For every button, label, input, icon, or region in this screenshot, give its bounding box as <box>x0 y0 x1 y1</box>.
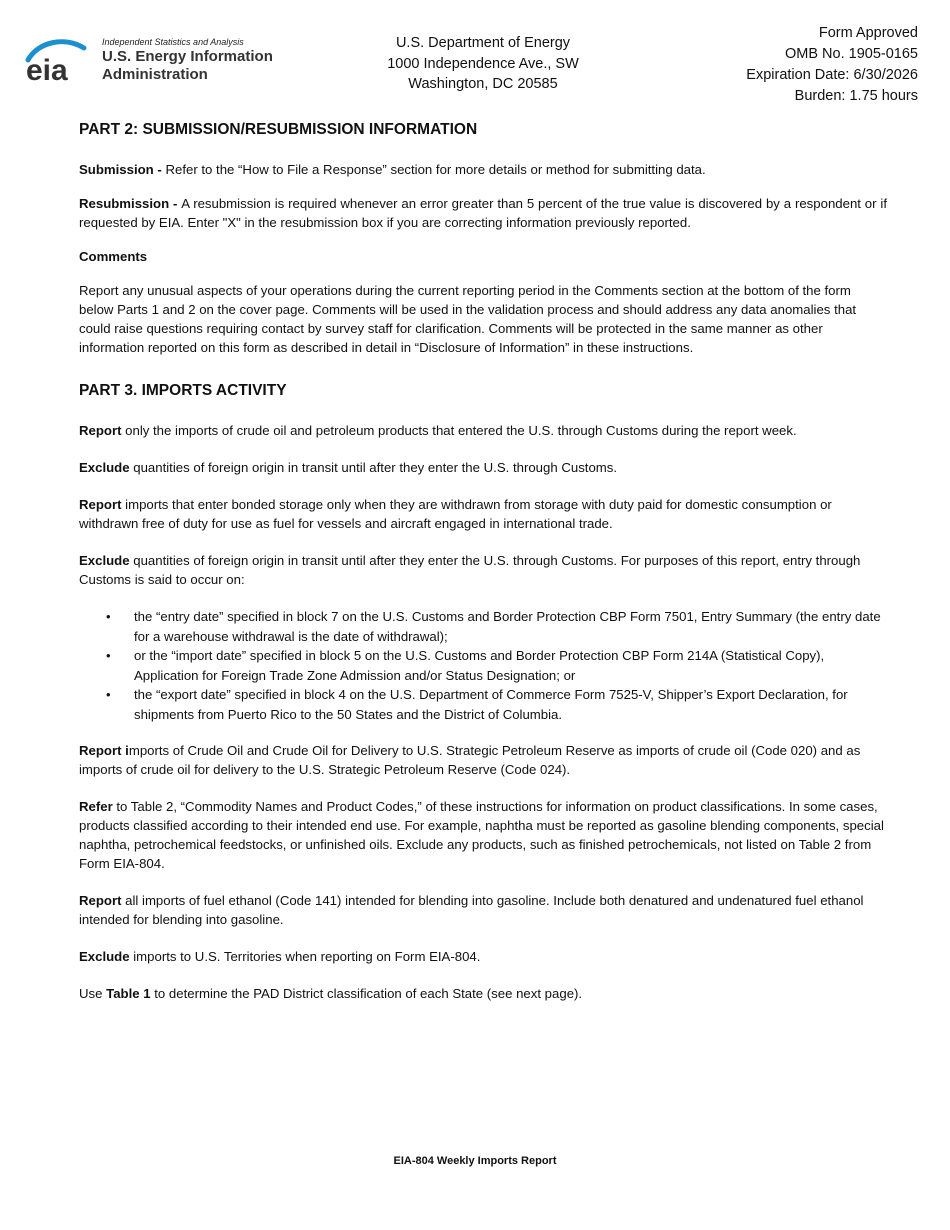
paragraph-label: Table 1 <box>106 986 151 1001</box>
part3-paragraph <box>79 984 887 1003</box>
document-body <box>79 120 887 1003</box>
paragraph-label: Refer <box>79 799 113 814</box>
bullet-icon: • <box>106 687 111 702</box>
paragraph-label: Report <box>79 893 122 908</box>
paragraph-text: to Table 2, “Commodity Names and Product Codes,” of these instructions for information on product classifications. In some cases, products classified according to their intended end use. For example, naphtha must be reported as gasoline blending components, special naphtha, petrochemical feedstocks, or unfinished oils. Exclude any products, such as finished petrochemicals, not listed on Table 2 from Form EIA-804. <box>79 799 884 871</box>
approval-line: Expiration Date: 6/30/2026 <box>746 67 918 83</box>
paragraph-text: only the imports of crude oil and petroleum products that entered the U.S. through Customs during the report week. <box>121 423 797 438</box>
resubmission-text: A resubmission is required whenever an error greater than 5 percent of the true value is discovered by a respondent or if requested by EIA. Enter "X" in the resubmission box if you are correcting information previously reported. <box>79 196 887 230</box>
bullet-icon: • <box>106 609 111 624</box>
list-item <box>106 685 887 724</box>
approval-line: Burden: 1.75 hours <box>794 88 918 104</box>
paragraph-text: all imports of fuel ethanol (Code 141) intended for blending into gasoline. Include both denatured and undenatured fuel ethanol intended for blending into gasoline. <box>79 893 864 927</box>
department-line: U.S. Department of Energy <box>395 35 571 51</box>
logo-name-line1: U.S. Energy Information <box>102 48 273 65</box>
submission-text: Refer to the “How to File a Response” section for more details or method for submitting data. <box>165 162 706 177</box>
part3-paragraph <box>79 797 887 873</box>
resubmission-paragraph <box>79 194 887 232</box>
form-approval-block <box>746 23 918 107</box>
comments-heading: Comments <box>79 249 148 264</box>
approval-line: Form Approved <box>818 25 918 41</box>
paragraph-label: Exclude <box>79 553 130 568</box>
part2-heading: PART 2: SUBMISSION/RESUBMISSION INFORMATION <box>79 121 478 138</box>
part3-paragraph <box>79 947 887 966</box>
approval-line: OMB No. 1905-0165 <box>785 46 918 62</box>
part3-heading: PART 3. IMPORTS ACTIVITY <box>79 382 287 399</box>
list-item <box>106 646 887 685</box>
part3-paragraph <box>79 495 887 533</box>
list-item-text: the “entry date” specified in block 7 on the U.S. Customs and Border Protection CBP Form 7501, Entry Summary (the entry date for a warehouse withdrawal is the date of withdrawal); <box>134 609 881 644</box>
paragraph-label: Report <box>79 497 122 512</box>
eia-logo <box>24 36 294 86</box>
paragraph-label: Exclude <box>79 460 130 475</box>
department-line: Washington, DC 20585 <box>408 76 558 92</box>
resubmission-label: Resubmission - <box>79 196 182 211</box>
part3-paragraph <box>79 458 887 477</box>
part3-paragraph <box>79 421 887 440</box>
list-item-text: or the “import date” specified in block 5 on the U.S. Customs and Border Protection CBP Form 214A (Statistical Copy), Application for Foreign Trade Zone Admission and/or Status Designation; or <box>134 648 825 683</box>
logo-name-line2: Administration <box>102 66 208 83</box>
entry-date-list <box>79 607 887 724</box>
list-item-text: the “export date” specified in block 4 on the U.S. Department of Commerce Form 7525-V, Shipper’s Export Declaration, for shipments from Puerto Rico to the 50 States and the District of Columbia. <box>134 687 848 722</box>
svg-text:eia: eia <box>26 54 68 86</box>
page-footer: EIA-804 Weekly Imports Report <box>393 1155 557 1167</box>
paragraph-text: to determine the PAD District classification of each State (see next page). <box>150 986 583 1001</box>
paragraph-label: Report i <box>79 743 129 758</box>
submission-label: Submission - <box>79 162 166 177</box>
paragraph-text: imports that enter bonded storage only when they are withdrawn from storage with duty paid for domestic consumption or withdrawn free of duty for use as fuel for vessels and aircraft engaged in international trade. <box>79 497 832 531</box>
list-item <box>106 607 887 646</box>
paragraph-text: imports to U.S. Territories when reporting on Form EIA-804. <box>129 949 481 964</box>
part3-paragraph <box>79 741 887 779</box>
submission-paragraph <box>79 160 887 179</box>
eia-logo-mark-icon <box>24 36 94 86</box>
part3-paragraph <box>79 551 887 589</box>
part3-paragraph <box>79 891 887 929</box>
paragraph-text: mports of Crude Oil and Crude Oil for Delivery to U.S. Strategic Petroleum Reserve as imports of crude oil (Code 020) and as imports of crude oil for delivery to the U.S. Strategic Petroleum Reserve (Code 024). <box>79 743 861 777</box>
paragraph-label: Report <box>79 423 122 438</box>
paragraph-prefix: Use <box>79 986 107 1001</box>
logo-tagline: Independent Statistics and Analysis <box>102 37 244 47</box>
comments-paragraph: Report any unusual aspects of your operations during the current reporting period in the Comments section at the bottom of the form below Parts 1 and 2 on the cover page. Comments will be used in the validation process and should address any data anomalies that could raise questions requiring contact by survey staff for clarification. Comments will be protected in the same manner as other information reported on this form as described in detail in “Disclosure of Information” in these instructions. <box>79 283 857 355</box>
paragraph-label: Exclude <box>79 949 130 964</box>
paragraph-text: quantities of foreign origin in transit until after they enter the U.S. through Customs. <box>129 460 618 475</box>
bullet-icon: • <box>106 648 111 663</box>
department-line: 1000 Independence Ave., SW <box>387 55 579 72</box>
paragraph-text: quantities of foreign origin in transit until after they enter the U.S. through Customs. For purposes of this report, entry through Customs is said to occur on: <box>79 553 861 587</box>
department-address <box>333 33 633 95</box>
